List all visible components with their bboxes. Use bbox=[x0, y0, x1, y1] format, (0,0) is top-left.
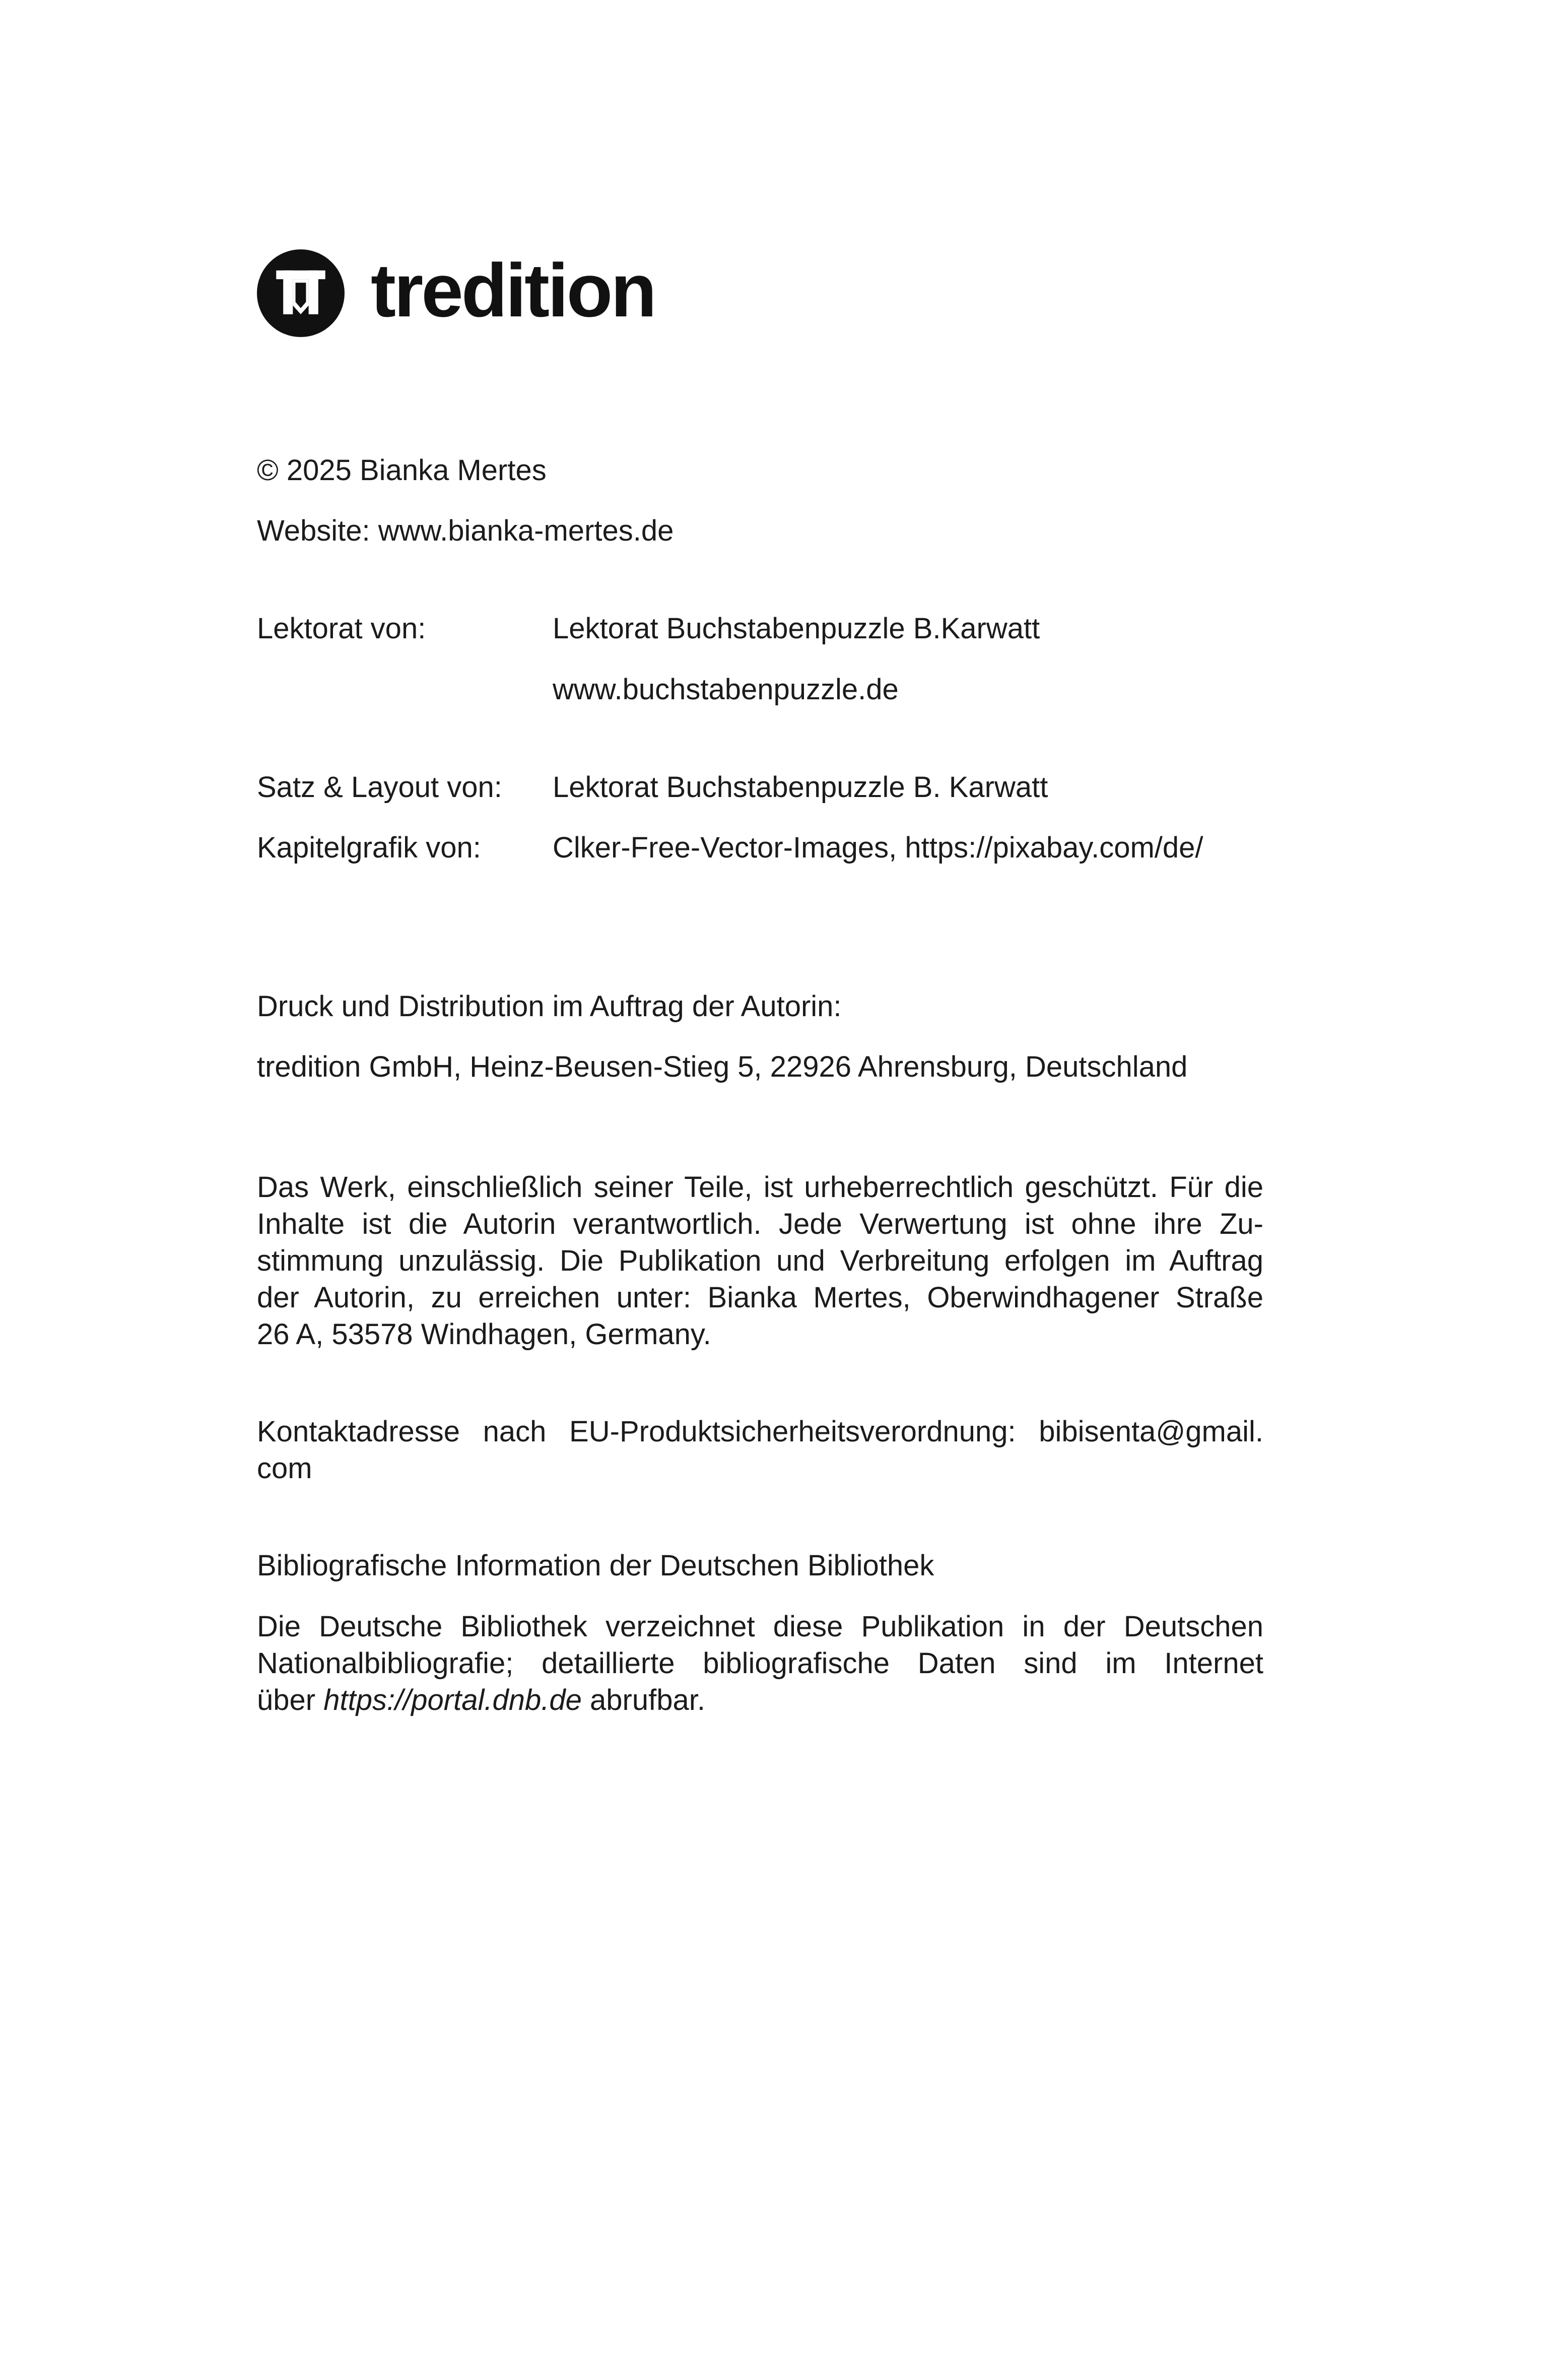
rights-line: Inhalte ist die Autorin verantwortlich. Jede Verwertung ist ohne ihre Zu- bbox=[257, 1208, 1263, 1240]
lektorat-value: Lektorat Buchstabenpuzzle B.Karwatt bbox=[553, 612, 1040, 645]
bibliography-line: Nationalbibliografie; detaillierte bibliografische Daten sind im Internet bbox=[257, 1647, 1263, 1680]
lektorat-url: www.buchstabenpuzzle.de bbox=[553, 673, 899, 706]
bibliography-line bbox=[257, 1682, 1263, 1718]
grafik-value: Clker-Free-Vector-Images, https://pixabay.com/de/ bbox=[553, 831, 1203, 864]
rights-line: stimmung unzulässig. Die Publikation und Verbreitung erfolgen im Auftrag bbox=[257, 1244, 1263, 1277]
copyright-line: © 2025 Bianka Mertes bbox=[257, 454, 547, 487]
bibliography-line: Die Deutsche Bibliothek verzeichnet diese Publikation in der Deutschen bbox=[257, 1610, 1263, 1643]
contact-line: com bbox=[257, 1452, 312, 1485]
bibliography-paragraph bbox=[257, 1608, 1263, 1718]
contact-paragraph bbox=[257, 1413, 1263, 1487]
druck-heading: Druck und Distribution im Auftrag der Autorin: bbox=[257, 990, 842, 1023]
contact-line: Kontaktadresse nach EU-Produktsicherheitsverordnung: bibisenta@gmail. bbox=[257, 1415, 1263, 1448]
rights-line: 26 A, 53578 Windhagen, Germany. bbox=[257, 1318, 711, 1351]
grafik-label: Kapitelgrafik von: bbox=[257, 831, 481, 864]
lektorat-label: Lektorat von: bbox=[257, 612, 426, 645]
rights-line: Das Werk, einschließlich seiner Teile, ist urheberrechtlich geschützt. Für die bbox=[257, 1171, 1263, 1204]
brand-wordmark: tredition bbox=[371, 248, 655, 333]
rights-paragraph bbox=[257, 1169, 1263, 1353]
bibliography-suffix: abrufbar. bbox=[581, 1684, 705, 1716]
satz-value: Lektorat Buchstabenpuzzle B. Karwatt bbox=[553, 771, 1048, 804]
rights-line: der Autorin, zu erreichen unter: Bianka Mertes, Oberwindhagener Straße bbox=[257, 1281, 1263, 1314]
satz-label: Satz & Layout von: bbox=[257, 771, 502, 804]
website-line: Website: www.bianka-mertes.de bbox=[257, 514, 674, 547]
bibliography-prefix: über bbox=[257, 1684, 324, 1716]
dnb-portal-link[interactable]: https://portal.dnb.de bbox=[323, 1684, 582, 1716]
publisher-logo bbox=[257, 248, 655, 339]
bibliography-heading: Bibliografische Information der Deutschen Bibliothek bbox=[257, 1549, 934, 1582]
druck-address: tredition GmbH, Heinz-Beusen-Stieg 5, 22926 Ahrensburg, Deutschland bbox=[257, 1050, 1188, 1083]
tredition-logo-icon bbox=[257, 249, 345, 337]
